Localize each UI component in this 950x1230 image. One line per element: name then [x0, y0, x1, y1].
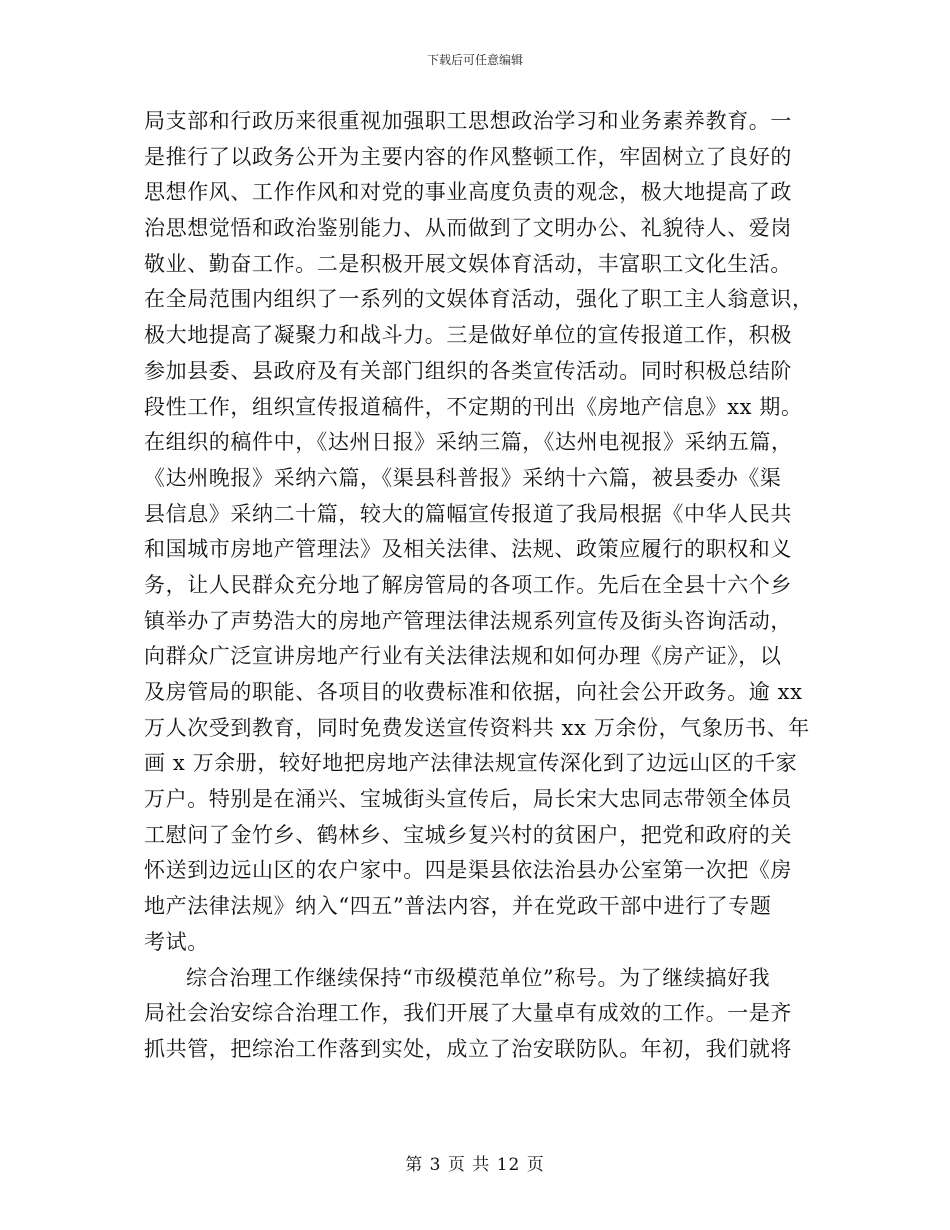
text-line: 画 x 万余册，较好地把房地产法律法规宣传深化到了边远山区的千家 — [144, 751, 798, 776]
text-line: 治思想觉悟和政治鉴别能力、从而做到了文明办公、礼貌待人、爱岗 — [144, 216, 792, 241]
text-line: 在全局范围内组织了一系列的文娱体育活动，强化了职工主人翁意识， — [144, 287, 814, 312]
text-line: 敬业、勤奋工作。二是积极开展文娱体育活动，丰富职工文化生活。 — [144, 251, 792, 276]
text-line: 工慰问了金竹乡、鹤林乡、宝城乡复兴村的贫困户，把党和政府的关 — [144, 822, 792, 847]
text-line: 和国城市房地产管理法》及相关法律、法规、政策应履行的职权和义 — [144, 537, 792, 562]
text-line: 参加县委、县政府及有关部门组织的各类宣传活动。同时积极总结阶 — [144, 358, 792, 383]
page-number-footer: 第 3 页 共 12 页 — [405, 1155, 545, 1175]
text-line: 考试。 — [144, 929, 209, 954]
text-line: 《达州晚报》采纳六篇，《渠县科普报》采纳十六篇，被县委办《渠 — [144, 465, 782, 490]
document-body — [144, 104, 812, 1068]
text-line: 镇举办了声势浩大的房地产管理法律法规系列宣传及街头咨询活动， — [144, 608, 792, 633]
text-line: 务，让人民群众充分地了解房管局的各项工作。先后在全县十六个乡 — [144, 572, 792, 597]
text-line: 段性工作，组织宣传报道稿件，不定期的刊出《房地产信息》xx 期。 — [144, 394, 803, 419]
text-line: 万人次受到教育，同时免费发送宣传资料共 xx 万余份，气象历书、年 — [144, 715, 810, 740]
text-line: 向群众广泛宣讲房地产行业有关法律法规和如何办理《房产证》，以 — [144, 644, 782, 669]
text-line: 极大地提高了凝聚力和战斗力。三是做好单位的宣传报道工作，积极 — [144, 323, 792, 348]
paragraph-start-line: 综合治理工作继续保持“市级模范单位”称号。为了继续搞好我 — [186, 965, 771, 990]
text-line: 县信息》采纳二十篇，较大的篇幅宣传报道了我局根据《中华人民共 — [144, 501, 792, 526]
text-line: 怀送到边远山区的农户家中。四是渠县依法治县办公室第一次把《房 — [144, 858, 792, 883]
text-line: 思想作风、工作作风和对党的事业高度负责的观念，极大地提高了政 — [144, 180, 792, 205]
text-line: 万户。特别是在涌兴、宝城街头宣传后，局长宋大忠同志带领全体员 — [144, 787, 792, 812]
text-line: 局支部和行政历来很重视加强职工思想政治学习和业务素养教育。一 — [144, 109, 792, 133]
text-line: 地产法律法规》纳入“四五”普法内容，并在党政干部中进行了专题 — [144, 894, 772, 919]
page-header: 下载后可任意编辑 — [426, 53, 523, 67]
text-line: 局社会治安综合治理工作，我们开展了大量卓有成效的工作。一是齐 — [144, 1001, 792, 1026]
text-line: 在组织的稿件中，《达州日报》采纳三篇，《达州电视报》采纳五篇， — [144, 430, 793, 455]
text-line: 及房管局的职能、各项目的收费标准和依据，向社会公开政务。逾 xx — [144, 680, 803, 704]
text-line: 是推行了以政务公开为主要内容的作风整顿工作，牢固树立了良好的 — [144, 144, 792, 169]
text-line: 抓共管，把综治工作落到实处，成立了治安联防队。年初，我们就将 — [144, 1036, 792, 1061]
